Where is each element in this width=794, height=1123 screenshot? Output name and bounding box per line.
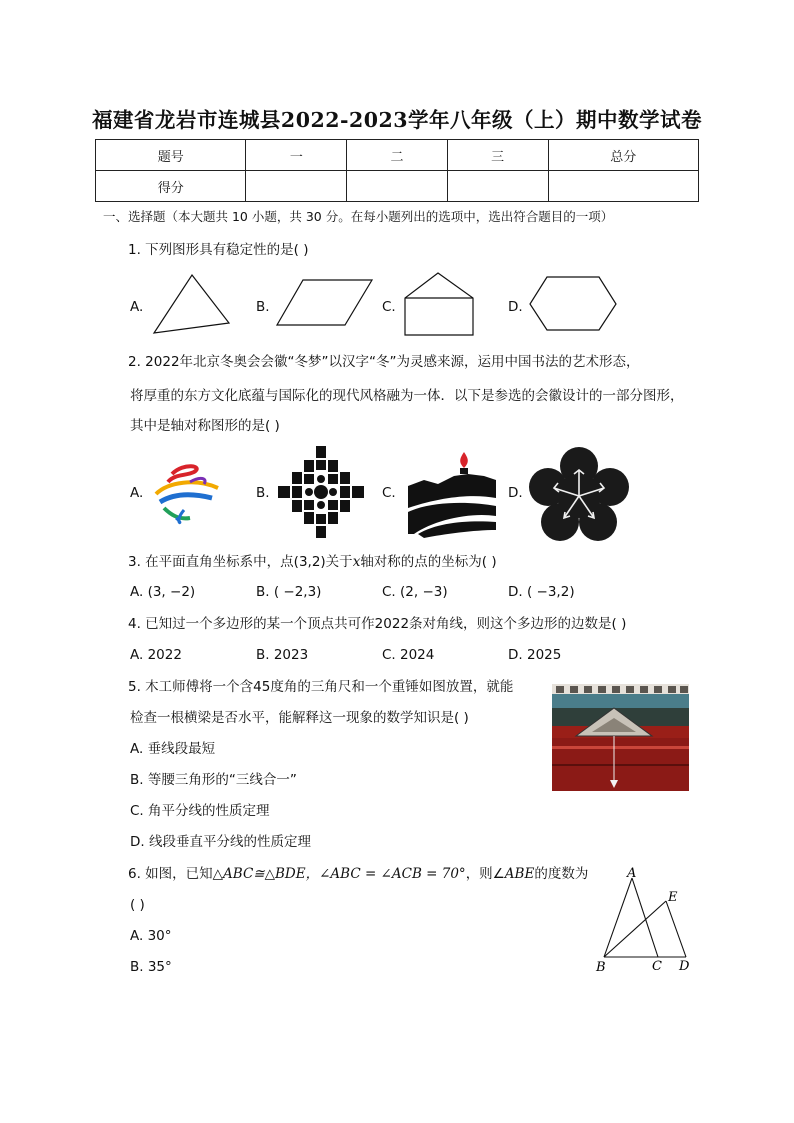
torch-wall-emblem-icon bbox=[404, 450, 498, 538]
q6-triangle-figure bbox=[592, 864, 698, 976]
q5-option-b[interactable]: B. 等腰三角形的“三线合一” bbox=[130, 772, 297, 788]
question-5-line1: 5. 木工师傅将一个含45度角的三角尺和一个重锤如图放置，就能 bbox=[128, 679, 514, 695]
q2-option-c-label[interactable]: C. bbox=[382, 485, 396, 501]
q1-parallelogram-figure bbox=[275, 278, 375, 328]
table-cell: 二 bbox=[347, 140, 448, 171]
q6-stem-pre: 6. 如图，已知 bbox=[128, 866, 213, 882]
table-cell[interactable] bbox=[246, 171, 347, 202]
table-cell: 总分 bbox=[548, 140, 699, 171]
fig-label-b: B bbox=[596, 960, 606, 975]
question-4-stem: 4. 已知过一个多边形的某一个顶点共可作2022条对角线，则这个多边形的边数是( ) bbox=[128, 616, 627, 632]
fig-label-c: C bbox=[652, 959, 662, 974]
table-row bbox=[96, 140, 699, 171]
fig-label-e: E bbox=[668, 890, 678, 905]
q1-option-a-label[interactable]: A. bbox=[130, 299, 144, 315]
table-cell: 一 bbox=[246, 140, 347, 171]
beam-plumb-photo bbox=[552, 684, 689, 791]
q1-pentagon-house-figure bbox=[400, 270, 478, 338]
table-cell: 得分 bbox=[96, 171, 246, 202]
fig-label-d: D bbox=[679, 959, 690, 974]
q2-option-d-label[interactable]: D. bbox=[508, 485, 523, 501]
q4-option-b[interactable]: B. 2023 bbox=[256, 647, 309, 663]
snowflake-emblem-icon bbox=[278, 446, 364, 538]
question-2-line3: 其中是轴对称图形的是( ) bbox=[130, 418, 280, 434]
q5-option-a[interactable]: A. 垂线段最短 bbox=[130, 741, 216, 757]
section-heading: 一、选择题（本大题共 10 小题，共 30 分。在每小题列出的选项中，选出符合题目的一项） bbox=[103, 209, 614, 224]
plum-blossom-emblem-icon bbox=[528, 446, 630, 542]
question-2-line1: 2. 2022年北京冬奥会会徽“冬梦”以汉字“冬”为灵感来源，运用中国书法的艺术形态， bbox=[128, 354, 640, 370]
q4-option-c[interactable]: C. 2024 bbox=[382, 647, 435, 663]
question-6-line1 bbox=[128, 864, 588, 884]
q6-stem-post: ，则∠ bbox=[465, 866, 505, 882]
q4-option-d[interactable]: D. 2025 bbox=[508, 647, 562, 663]
table-row bbox=[96, 171, 699, 202]
q4-option-a[interactable]: A. 2022 bbox=[130, 647, 182, 663]
q3-option-d[interactable]: D. ( −3,2) bbox=[508, 584, 575, 600]
q1-option-d-label[interactable]: D. bbox=[508, 299, 523, 315]
q3-stem-pre: 3. 在平面直角坐标系中，点(3,2)关于 bbox=[128, 554, 353, 570]
q6-option-b[interactable]: B. 35° bbox=[130, 959, 172, 975]
question-1-stem: 1. 下列图形具有稳定性的是( ) bbox=[128, 242, 309, 258]
winter-dream-logo-icon bbox=[150, 460, 222, 526]
q5-option-c[interactable]: C. 角平分线的性质定理 bbox=[130, 803, 270, 819]
table-cell[interactable] bbox=[447, 171, 548, 202]
page-title: 福建省龙岩市连城县2022-2023学年八年级（上）期中数学试卷 bbox=[91, 108, 703, 132]
q6-stem-var: ABE bbox=[504, 866, 535, 882]
question-5-line2: 检查一根横梁是否水平，能解释这一现象的数学知识是( ) bbox=[130, 710, 469, 726]
table-cell: 三 bbox=[447, 140, 548, 171]
score-table bbox=[95, 139, 699, 202]
q3-stem-post: 轴对称的点的坐标为( ) bbox=[360, 554, 497, 570]
q1-triangle-figure bbox=[150, 272, 232, 336]
q1-option-c-label[interactable]: C. bbox=[382, 299, 396, 315]
question-3-stem bbox=[128, 552, 497, 572]
q3-option-b[interactable]: B. ( −2,3) bbox=[256, 584, 322, 600]
table-cell[interactable] bbox=[548, 171, 699, 202]
q6-stem-math: △ABC≅△BDE，∠ABC = ∠ACB = 70° bbox=[212, 866, 466, 882]
q1-option-b-label[interactable]: B. bbox=[256, 299, 270, 315]
q3-option-a[interactable]: A. (3, −2) bbox=[130, 584, 196, 600]
table-cell[interactable] bbox=[347, 171, 448, 202]
q1-hexagon-figure bbox=[527, 275, 619, 333]
question-6-line2: ( ) bbox=[130, 897, 145, 913]
question-2-line2: 将厚重的东方文化底蕴与国际化的现代风格融为一体．以下是参选的会徽设计的一部分图形， bbox=[130, 388, 684, 404]
q5-option-d[interactable]: D. 线段垂直平分线的性质定理 bbox=[130, 834, 311, 850]
q6-option-a[interactable]: A. 30° bbox=[130, 928, 172, 944]
q3-option-c[interactable]: C. (2, −3) bbox=[382, 584, 448, 600]
fig-label-a: A bbox=[627, 866, 637, 881]
q3-stem-var: x bbox=[352, 554, 361, 570]
table-cell: 题号 bbox=[96, 140, 246, 171]
q2-option-a-label[interactable]: A. bbox=[130, 485, 144, 501]
q2-option-b-label[interactable]: B. bbox=[256, 485, 270, 501]
q6-stem-end: 的度数为 bbox=[534, 866, 589, 882]
